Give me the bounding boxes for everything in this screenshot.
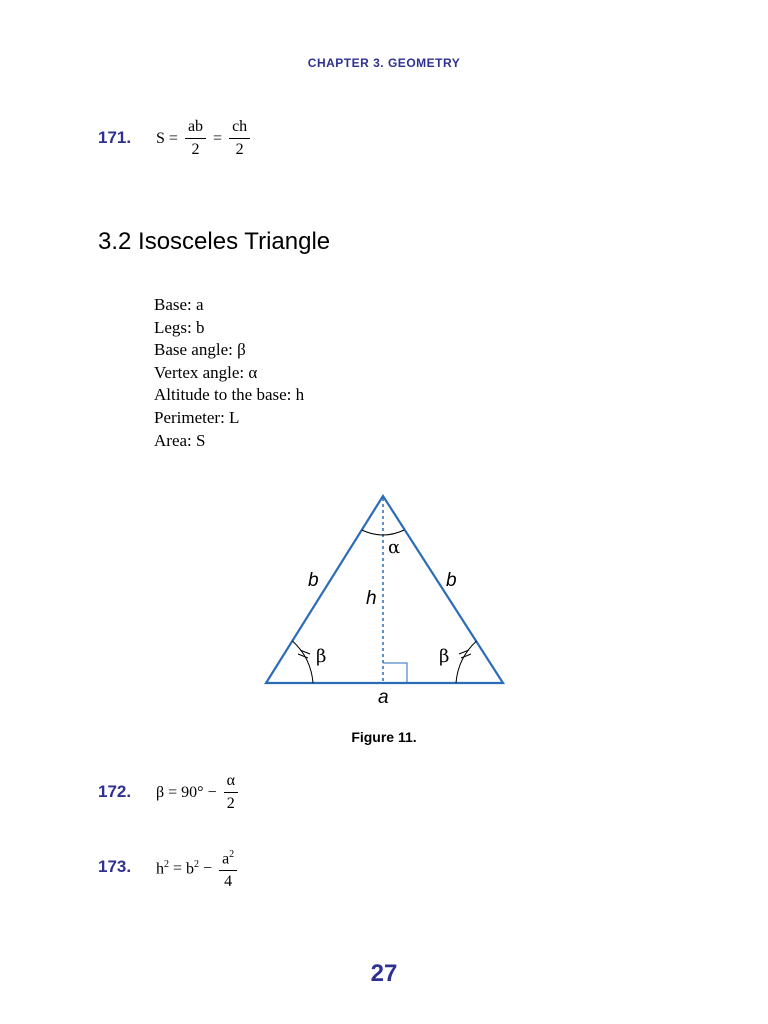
formula-173 — [156, 846, 240, 891]
formula-171-number: 171. — [98, 128, 132, 147]
definition-base: Base: a — [154, 295, 204, 314]
figure-caption: Figure 11. — [351, 729, 417, 745]
formula-173-term — [186, 859, 199, 878]
formula-172-frac — [224, 772, 238, 813]
left-angle-tick-2 — [300, 650, 310, 654]
formula-173-minus: − — [203, 859, 213, 877]
section-title: 3.2 Isosceles Triangle — [98, 228, 331, 255]
altitude-label: h — [366, 588, 377, 609]
formula-171-frac1-num: ab — [185, 118, 206, 139]
formula-171-frac2-num: ch — [229, 118, 250, 139]
formula-171-frac2-den: 2 — [235, 141, 244, 158]
formula-173-frac-num — [219, 846, 237, 871]
definition-vertex-angle: Vertex angle: α — [154, 362, 258, 382]
formula-171-eq2: = — [213, 129, 223, 147]
formula-171-frac1-den: 2 — [191, 141, 200, 158]
right-angle-tick-2 — [459, 650, 469, 654]
right-angle-tick-1 — [461, 654, 471, 658]
vertex-angle-label: α — [388, 537, 401, 558]
formula-173-frac — [219, 846, 237, 891]
formula-172-lhs: β — [156, 783, 165, 801]
definition-list — [154, 294, 304, 452]
formula-172-term: 90° — [181, 783, 204, 801]
formula-173-lhs-exp: 2 — [164, 859, 169, 870]
left-base-angle-label: β — [316, 646, 327, 667]
formula-173-term-exp: 2 — [194, 859, 200, 870]
formula-173-frac-num-base: a — [222, 850, 230, 868]
left-base-angle-arc — [293, 641, 314, 683]
formula-172-eq: = — [168, 783, 178, 801]
right-base-angle-arc — [456, 641, 477, 683]
formula-173-number: 173. — [98, 857, 132, 876]
formula-171-frac1 — [185, 118, 206, 159]
definition-base-angle: Base angle: β — [154, 340, 246, 360]
definition-legs: Legs: b — [154, 317, 205, 337]
formula-173-eq: = — [173, 859, 183, 877]
base-label: a — [378, 687, 389, 708]
formula-171-eq1: = — [168, 129, 178, 147]
definition-perimeter: Perimeter: L — [154, 407, 240, 427]
page-number: 27 — [370, 960, 398, 987]
formula-172 — [156, 772, 241, 813]
formula-171-lhs: S — [156, 129, 165, 147]
formula-172-minus: − — [207, 783, 217, 801]
right-leg-label: b — [446, 570, 457, 591]
definition-area: Area: S — [154, 430, 206, 450]
chapter-header: CHAPTER 3. GEOMETRY — [307, 56, 461, 70]
formula-172-frac-num: α — [224, 772, 238, 793]
right-base-angle-label: β — [439, 646, 450, 667]
formula-173-term-base: b — [186, 860, 195, 878]
formula-172-number: 172. — [98, 782, 132, 801]
formula-173-frac-num-exp: 2 — [229, 849, 235, 860]
formula-173-lhs-base: h — [156, 860, 164, 878]
right-angle-marker — [383, 663, 407, 683]
formula-171-frac2 — [229, 118, 250, 159]
isosceles-triangle-figure — [250, 480, 520, 710]
formula-171 — [156, 118, 253, 159]
formula-172-frac-den: 2 — [226, 795, 235, 812]
formula-173-lhs — [156, 859, 169, 878]
formula-173-frac-den: 4 — [224, 873, 233, 891]
left-angle-tick-1 — [298, 654, 308, 658]
left-leg-label: b — [308, 570, 319, 591]
definition-altitude: Altitude to the base: h — [154, 385, 305, 405]
